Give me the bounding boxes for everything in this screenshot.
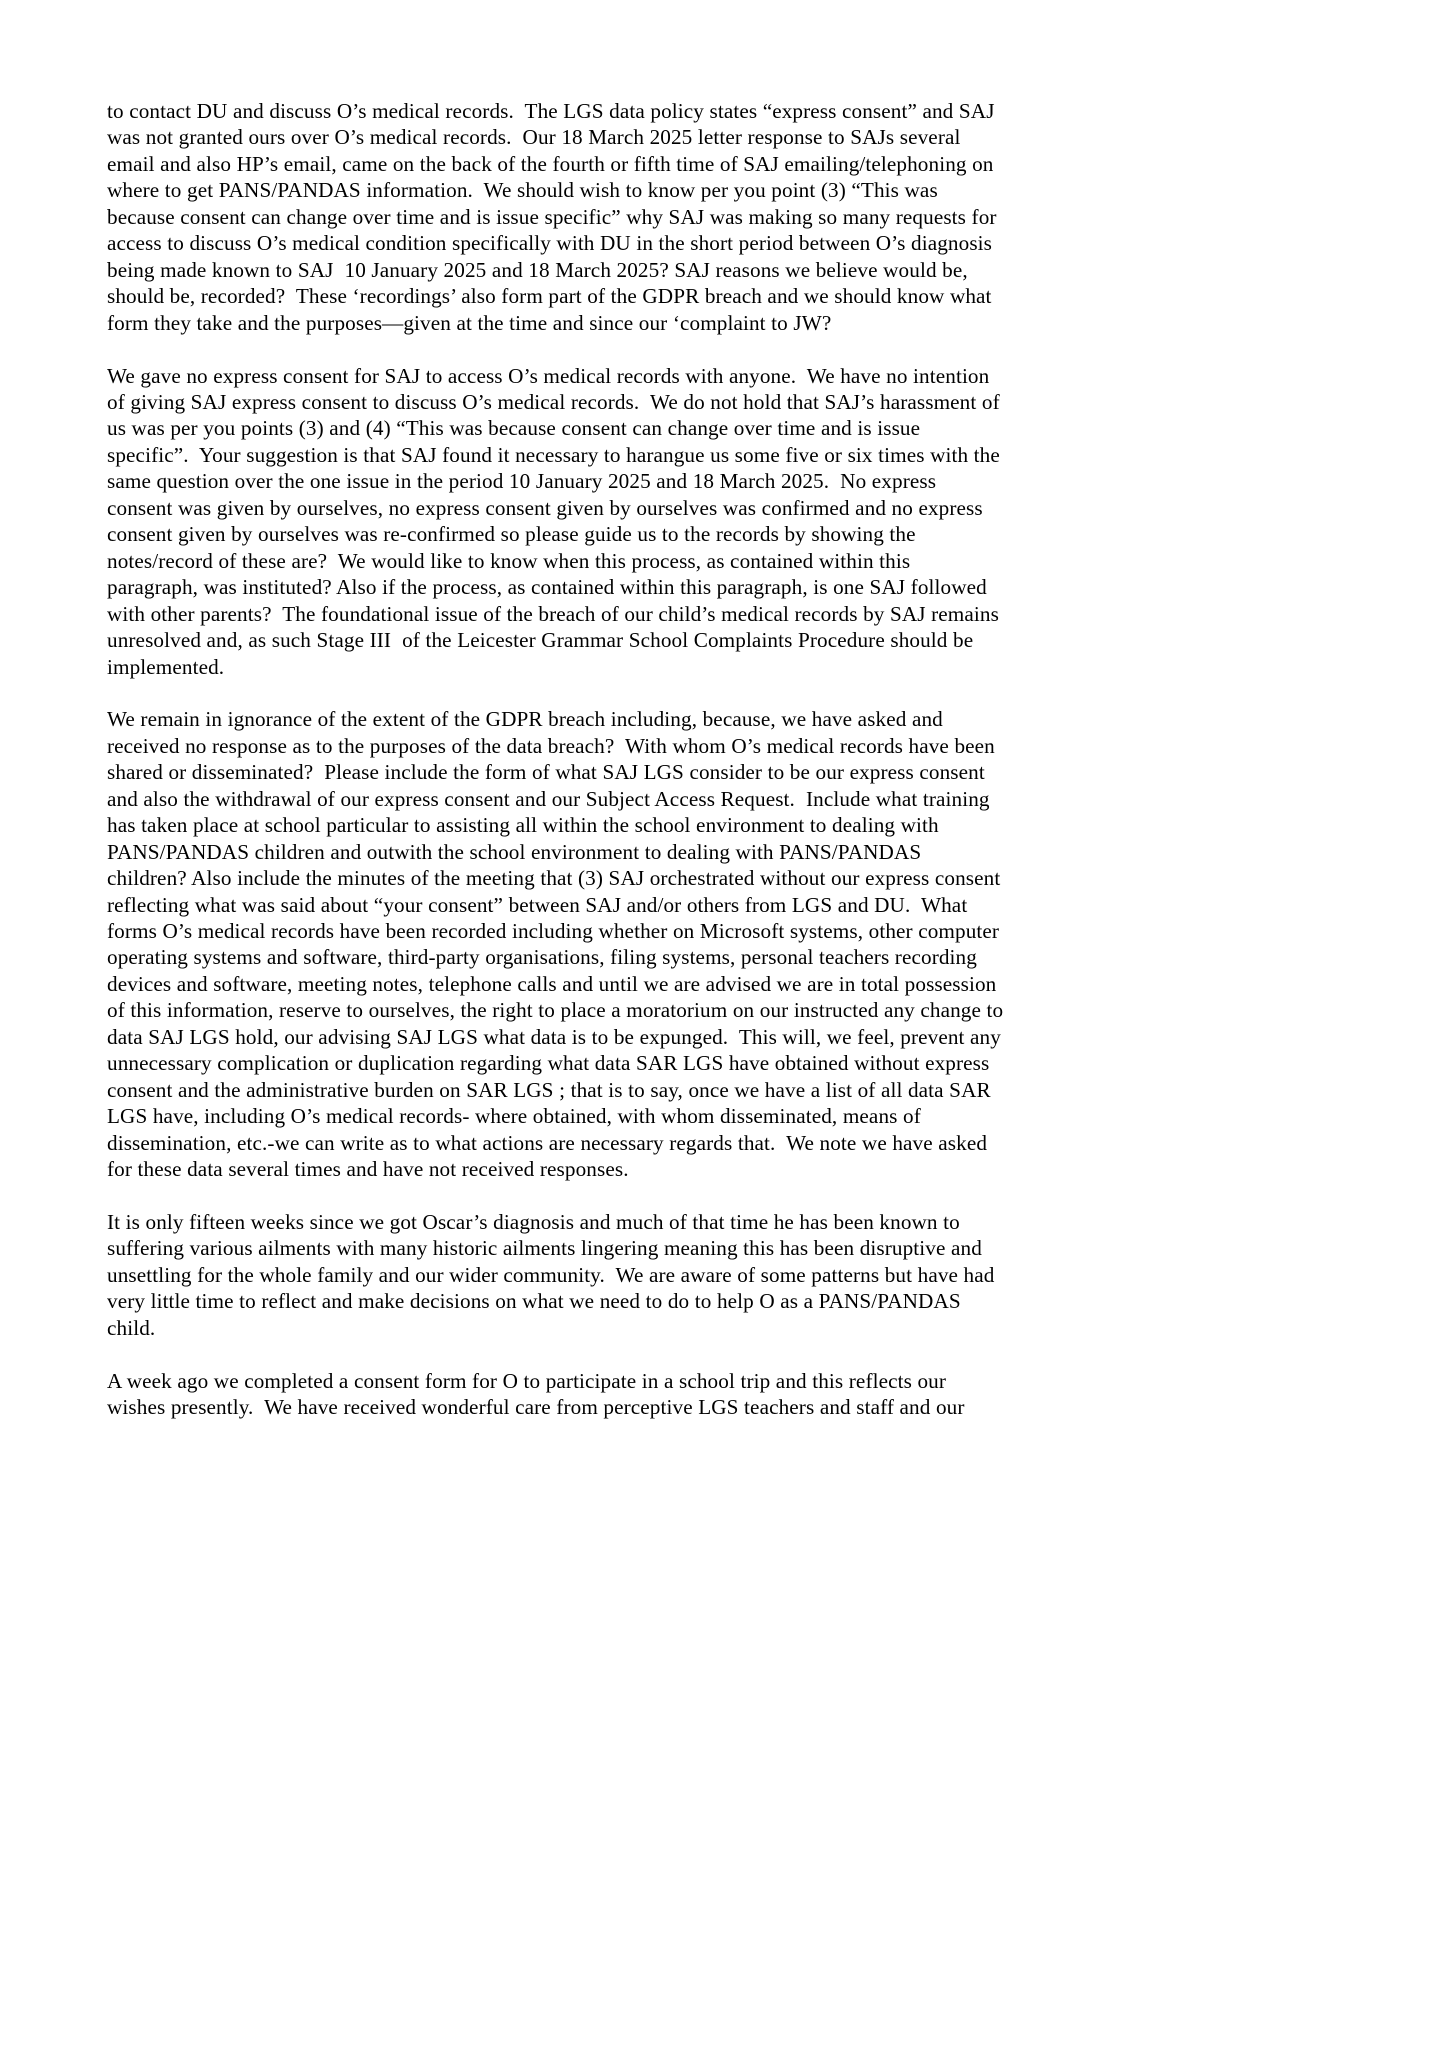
paragraph-2: We gave no express consent for SAJ to access O’s medical records with anyone. We have no intention of giving SAJ express consent to discuss O’s medical records. We do not hold that SAJ’s harassment of us was per you points (3) and (4) “This was because consent can change over time and is issue specific”. Your suggestion is that SAJ found it necessary to harangue us some five or six times with the same question over the one issue in the period 10 January 2025 and 18 March 2025. No express consent was given by ourselves, no express consent given by ourselves was confirmed and no express consent given by ourselves was re-confirmed so please guide us to the records by showing the notes/record of these are? We would like to know when this process, as contained within this paragraph, was instituted? Also if the process, as contained within this paragraph, is one SAJ followed with other parents? The foundational issue of the breach of our child’s medical records by SAJ remains unresolved and, as such Stage III of the Leicester Grammar School Complaints Procedure should be implemented. xyxy=(107,363,1006,679)
paragraph-3: We remain in ignorance of the extent of the GDPR breach including, because, we have asked and received no response as to the purposes of the data breach? With whom O’s medical records have been shared or disseminated? Please include the form of what SAJ LGS consider to be our express consent and also the withdrawal of our express consent and our Subject Access Request. Include what training has taken place at school particular to assisting all within the school environment to dealing with PANS/PANDAS children and outwith the school environment to dealing with PANS/PANDAS children? Also include the minutes of the meeting that (3) SAJ orchestrated without our express consent reflecting what was said about “your consent” between SAJ and/or others from LGS and DU. What forms O’s medical records have been recorded including whether on Microsoft systems, other computer operating systems and software, third-party organisations, filing systems, personal teachers recording devices and software, meeting notes, telephone calls and until we are advised we are in total possession of this information, reserve to ourselves, the right to place a moratorium on our instructed any change to data SAJ LGS hold, our advising SAJ LGS what data is to be expunged. This will, we feel, prevent any unnecessary complication or duplication regarding what data SAR LGS have obtained without express consent and the administrative burden on SAR LGS ; that is to say, once we have a list of all data SAR LGS have, including O’s medical records- where obtained, with whom disseminated, means of dissemination, etc.-we can write as to what actions are necessary regards that. We note we have asked for these data several times and have not received responses. xyxy=(107,707,1009,1182)
document-text-column xyxy=(107,98,1009,1421)
paragraph-1: to contact DU and discuss O’s medical records. The LGS data policy states “express consent” and SAJ was not granted ours over O’s medical records. Our 18 March 2025 letter response to SAJs several email and also HP’s email, came on the back of the fourth or fifth time of SAJ emailing/telephoning on where to get PANS/PANDAS information. We should wish to know per you point (3) “This was because consent can change over time and is issue specific” why SAJ was making so many requests for access to discuss O’s medical condition specifically with DU in the short period between O’s diagnosis being made known to SAJ 10 January 2025 and 18 March 2025? SAJ reasons we believe would be, should be, recorded? These ‘recordings’ also form part of the GDPR breach and we should know what form they take and the purposes—given at the time and since our ‘complaint to JW? xyxy=(107,99,1003,335)
paragraph-5: A week ago we completed a consent form for O to participate in a school trip and this reflects our wishes presently. We have received wonderful care from perceptive LGS teachers and staff and our xyxy=(107,1368,965,1420)
paragraph-4: It is only fifteen weeks since we got Oscar’s diagnosis and much of that time he has been known to suffering various ailments with many historic ailments lingering meaning this has been disruptive and unsettling for the whole family and our wider community. We are aware of some patterns but have had very little time to reflect and make decisions on what we need to do to help O as a PANS/PANDAS child. xyxy=(107,1209,1000,1340)
